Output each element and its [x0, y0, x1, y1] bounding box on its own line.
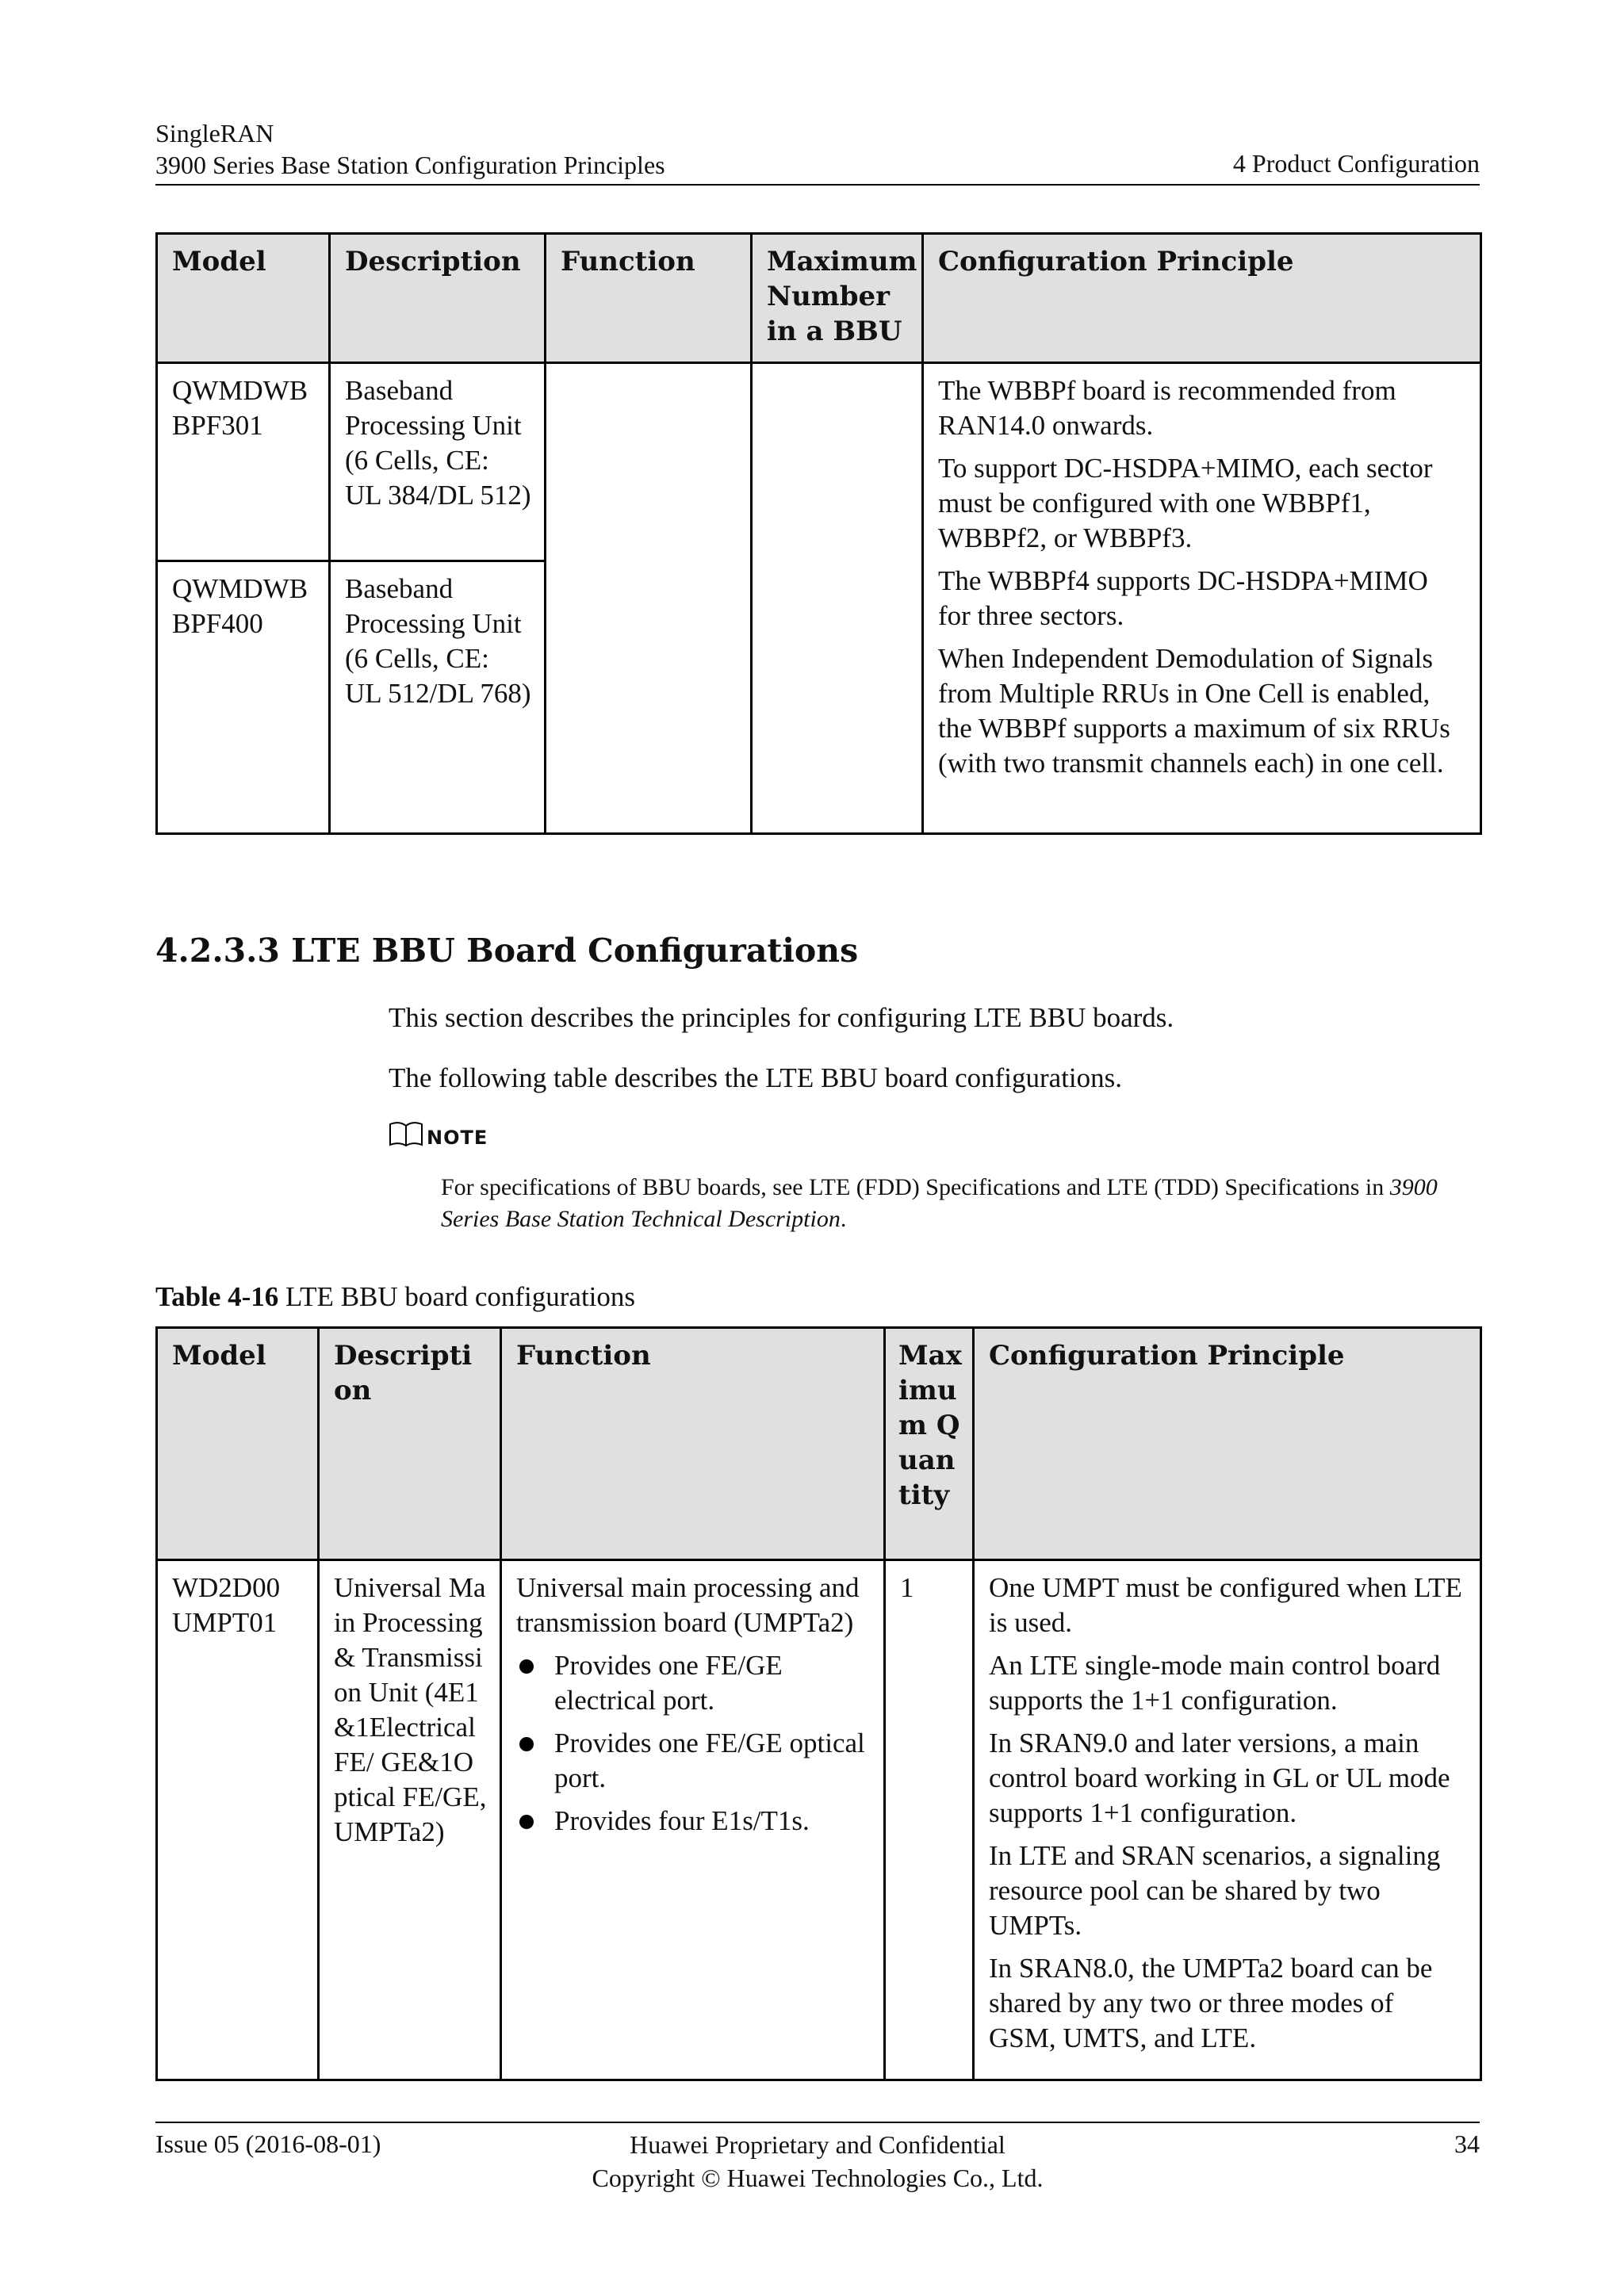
- cell-description: Universal Main Processing & Transmission Unit (4E1&1Electrical FE/ GE&1Optical FE/GE, UMPTa2): [319, 1560, 501, 2080]
- cell-description: Baseband Processing Unit (6 Cells, CE: UL 384/DL 512): [330, 363, 546, 561]
- header-cell-description: Description: [319, 1328, 501, 1560]
- list-item: Provides one FE/GE electrical port.: [516, 1648, 871, 1718]
- function-bullet-list: [516, 1648, 871, 1839]
- principle-paragraph: When Independent Demodulation of Signals from Multiple RRUs in One Cell is enabled, the WBBPf supports a maximum of six RRUs (with two transmit channels each) in one cell.: [938, 643, 1450, 779]
- book-icon: [389, 1121, 423, 1148]
- principle-paragraph: The WBBPf4 supports DC-HSDPA+MIMO for three sectors.: [938, 565, 1428, 631]
- header-cell-description: Description: [330, 234, 546, 363]
- footer-issue: Issue 05 (2016-08-01): [155, 2130, 381, 2158]
- principle-paragraph: In SRAN9.0 and later versions, a main control board working in GL or UL mode supports 1+1 configuration.: [989, 1728, 1450, 1828]
- note-label: NOTE: [427, 1127, 488, 1149]
- header-cell-max-quantity: Maximum Quantity: [885, 1328, 974, 1560]
- principle-paragraph: In SRAN8.0, the UMPTa2 board can be shared by any two or three modes of GSM, UMTS, and LTE.: [989, 1953, 1433, 2053]
- cell-config-principle: [974, 1560, 1481, 2080]
- table-caption: [155, 1280, 635, 1314]
- header-cell-function: Function: [501, 1328, 885, 1560]
- page-number: 34: [1454, 2130, 1480, 2158]
- page-footer: [155, 2122, 1480, 2193]
- section-title: 4.2.3.3 LTE BBU Board Configurations: [155, 932, 859, 970]
- list-item: Provides four E1s/T1s.: [516, 1804, 871, 1839]
- section-intro: This section describes the principles for configuring LTE BBU boards.: [389, 1002, 1174, 1033]
- page-header: [155, 117, 1480, 186]
- footer-center: [155, 2128, 1480, 2195]
- note-text-end: .: [840, 1206, 847, 1232]
- header-cell-max-number: Maximum Number in a BBU: [752, 234, 923, 363]
- table-header-row: [157, 1328, 1481, 1560]
- header-product: SingleRAN: [155, 119, 274, 147]
- list-item: Provides one FE/GE optical port.: [516, 1726, 871, 1796]
- cell-description: Baseband Processing Unit (6 Cells, CE: UL 512/DL 768): [330, 561, 546, 834]
- lte-bbu-board-table: [155, 1326, 1482, 2081]
- principle-paragraph: One UMPT must be configured when LTE is used.: [989, 1572, 1462, 1638]
- table-row: [157, 1560, 1481, 2080]
- principle-paragraph: An LTE single-mode main control board supports the 1+1 configuration.: [989, 1650, 1441, 1716]
- cell-function: [501, 1560, 885, 2080]
- footer-copyright: Copyright © Huawei Technologies Co., Ltd.: [592, 2164, 1044, 2192]
- cell-model: QWMDWB BPF400: [157, 561, 330, 834]
- header-doc-title: 3900 Series Base Station Configuration Principles: [155, 151, 665, 179]
- cell-model: QWMDWB BPF301: [157, 363, 330, 561]
- note-text-main: For specifications of BBU boards, see LTE (FDD) Specifications and LTE (TDD) Specifications in: [441, 1174, 1390, 1200]
- header-chapter: 4 Product Configuration: [1232, 149, 1480, 178]
- table-caption-label: Table 4-16: [155, 1281, 279, 1312]
- cell-model: WD2D00 UMPT01: [157, 1560, 319, 2080]
- header-cell-model: Model: [157, 234, 330, 363]
- header-cell-function: Function: [546, 234, 752, 363]
- footer-confidential: Huawei Proprietary and Confidential: [630, 2130, 1005, 2159]
- principle-paragraph: In LTE and SRAN scenarios, a signaling resource pool can be shared by two UMPTs.: [989, 1840, 1441, 1941]
- header-cell-config-principle: Configuration Principle: [974, 1328, 1481, 1560]
- table-caption-text: LTE BBU board configurations: [278, 1281, 636, 1312]
- cell-config-principle: [923, 363, 1481, 834]
- cell-max-number: [752, 363, 923, 834]
- cell-max-quantity: 1: [885, 1560, 974, 2080]
- table-row: [157, 363, 1481, 561]
- note-text-reference: 3900 Series Base Station Technical Description: [441, 1174, 1438, 1232]
- cell-function: [546, 363, 752, 834]
- header-cell-config-principle: Configuration Principle: [923, 234, 1481, 363]
- table-header-row: [157, 234, 1481, 363]
- function-intro: Universal main processing and transmission board (UMPTa2): [516, 1572, 860, 1638]
- header-cell-model: Model: [157, 1328, 319, 1560]
- section-table-intro: The following table describes the LTE BBU board configurations.: [389, 1062, 1123, 1093]
- note-text: [441, 1172, 1481, 1235]
- principle-paragraph: To support DC-HSDPA+MIMO, each sector must be configured with one WBBPf1, WBBPf2, or WBBPf3.: [938, 453, 1433, 553]
- principle-paragraph: The WBBPf board is recommended from RAN14.0 onwards.: [938, 375, 1396, 441]
- wbbp-board-table: [155, 232, 1482, 835]
